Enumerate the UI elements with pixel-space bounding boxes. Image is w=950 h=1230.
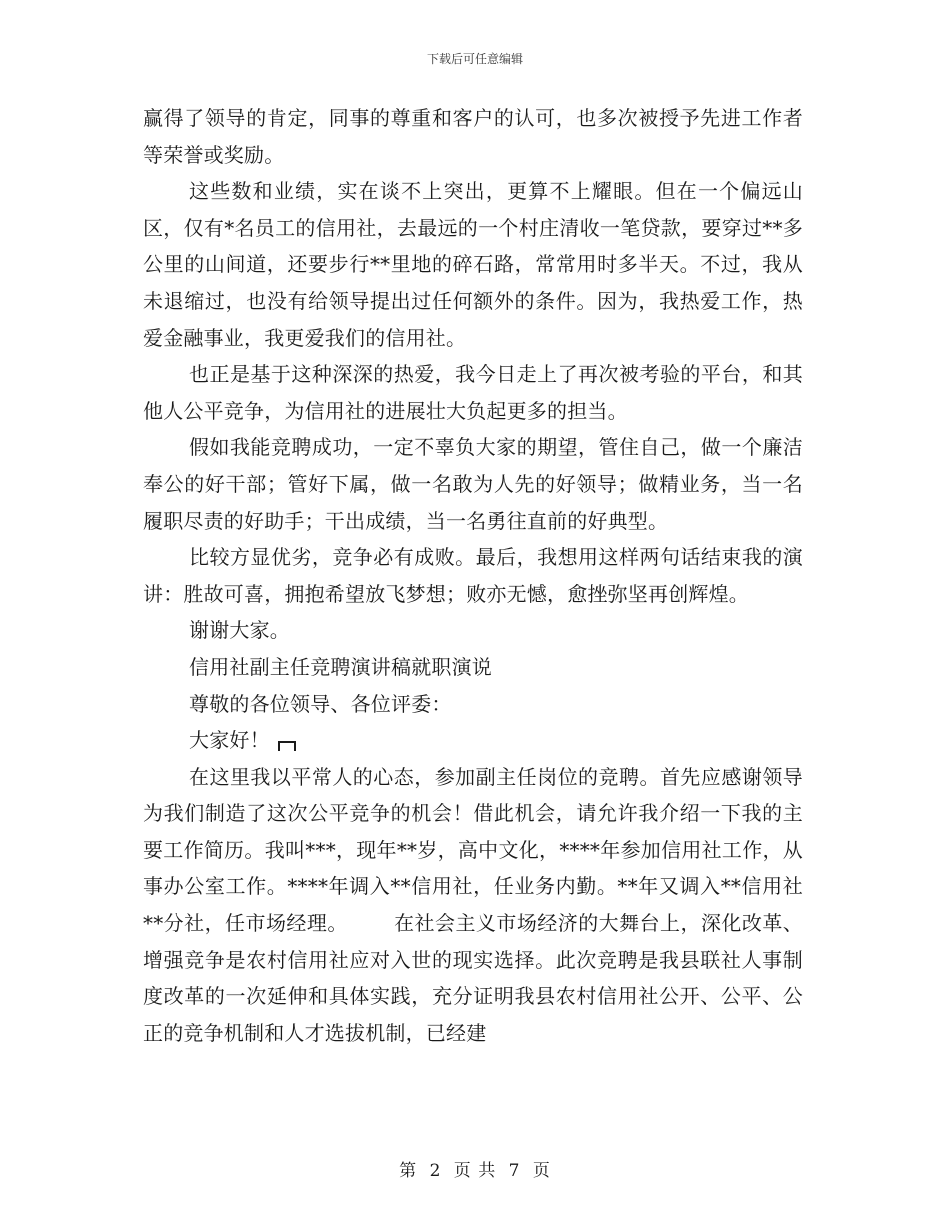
footer-suffix: 页 xyxy=(532,1161,551,1181)
footer-prefix: 第 xyxy=(399,1161,418,1181)
document-body xyxy=(143,100,803,1051)
paragraph: 比较方显优劣，竞争必有成败。最后，我想用这样两句话结束我的演讲：胜故可喜，拥抱希望放飞梦想；败亦无憾，愈挫弥坚再创辉煌。 xyxy=(143,545,803,606)
page-footer xyxy=(0,1156,950,1181)
paragraph: 谢谢大家。 xyxy=(189,618,290,643)
current-page-number: 2 xyxy=(429,1161,442,1181)
paragraph-text: 在这里我以平常人的心态，参加副主任岗位的竞聘。首先应感谢领导为我们制造了这次公平竞争的机会！借此机会，请允许我介绍一下我的主要工作简历。我叫***，现年**岁，高中文化，****年参加信用社工作，从事办公室工作。****年调入**信用社，任业务内勤。**年又调入**信用社**分社，任市场经理。 xyxy=(143,764,803,936)
total-page-count: 7 xyxy=(508,1161,521,1181)
paragraph: 赢得了领导的肯定，同事的尊重和客户的认可，也多次被授予先进工作者等荣誉或奖励。 xyxy=(143,106,803,167)
greeting-text: 大家好！ xyxy=(189,728,270,753)
page-header: 下载后可任意编辑 xyxy=(426,52,523,66)
paragraph-greeting xyxy=(143,722,803,759)
paragraph: 这些数和业绩，实在谈不上突出，更算不上耀眼。但在一个偏远山区，仅有*名员工的信用社，去最远的一个村庄清收一笔贷款，要穿过**多公里的山间道，还要步行**里地的碎石路，常常用时多半天。不过，我从未退缩过，也没有给领导提出过任何额外的条件。因为，我热爱工作，热爱金融事业，我更爱我们的信用社。 xyxy=(143,179,803,350)
paragraph: 也正是基于这种深深的热爱，我今日走上了再次被考验的平台，和其他人公平竞争，为信用社的进展壮大负起更多的担当。 xyxy=(143,362,803,423)
paragraph: 假如我能竞聘成功，一定不辜负大家的期望，管住自己，做一个廉洁奉公的好干部；管好下属，做一名敢为人先的好领导；做精业务，当一名履职尽责的好助手；干出成绩，当一名勇往直前的好典型。 xyxy=(143,435,803,533)
paragraph: 尊敬的各位领导、各位评委： xyxy=(189,691,452,716)
paragraph: 信用社副主任竞聘演讲稿就职演说 xyxy=(189,654,492,679)
paragraph-text-continued: 在社会主义市场经济的大舞台上，深化改革、增强竞争是农村信用社应对入世的现实选择。此次竞聘是我县联社人事制度改革的一次延伸和具体实践，充分证明我县农村信用社公开、公平、公正的竞争机制和人才选拔机制，已经建 xyxy=(143,911,804,1045)
bracket-mark-icon xyxy=(278,741,296,751)
paragraph xyxy=(143,759,803,1052)
footer-middle: 页 共 xyxy=(453,1161,497,1181)
